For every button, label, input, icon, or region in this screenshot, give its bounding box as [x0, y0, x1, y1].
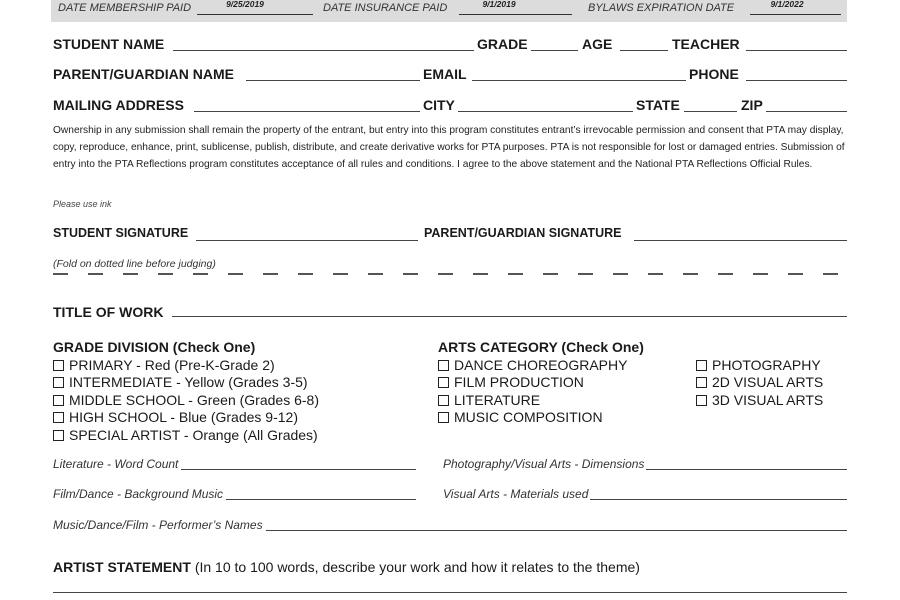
category-3d-visual-checkbox[interactable]: [696, 392, 823, 409]
parent-signature-field[interactable]: [634, 240, 847, 241]
grade-primary-checkbox[interactable]: [53, 357, 275, 374]
fold-note: (Fold on dotted line before judging): [53, 258, 216, 270]
insurance-paid-line: [459, 14, 572, 15]
checkbox-label: PHOTOGRAPHY: [712, 357, 821, 373]
checkbox-icon: [53, 430, 64, 441]
checkbox-icon: [438, 412, 449, 423]
grade-middle-school-checkbox[interactable]: [53, 392, 319, 409]
student-name-label: STUDENT NAME: [53, 36, 165, 52]
parent-name-field[interactable]: [246, 80, 420, 81]
checkbox-label: 2D VISUAL ARTS: [712, 374, 824, 390]
artist-statement-field[interactable]: [53, 592, 847, 593]
grade-special-artist-checkbox[interactable]: [53, 427, 318, 444]
checkbox-label: SPECIAL ARTIST - Orange (All Grades): [69, 427, 318, 443]
checkbox-label: LITERATURE: [454, 392, 541, 408]
dimensions-field[interactable]: [646, 469, 847, 470]
city-field[interactable]: [458, 111, 633, 112]
office-use-bar: [51, 0, 847, 22]
bylaws-expiration-line: [750, 14, 841, 15]
ink-note: Please use ink: [53, 199, 112, 209]
checkbox-icon: [438, 377, 449, 388]
materials-label: Visual Arts - Materials used: [443, 487, 589, 501]
artist-statement-heading: [53, 559, 640, 575]
teacher-field[interactable]: [746, 50, 847, 51]
bylaws-expiration-label: BYLAWS EXPIRATION DATE: [588, 2, 735, 14]
checkbox-label: MIDDLE SCHOOL - Green (Grades 6-8): [69, 392, 319, 408]
checkbox-icon: [438, 395, 449, 406]
insurance-paid-value: 9/1/2019: [482, 0, 516, 9]
category-2d-visual-checkbox[interactable]: [696, 374, 823, 391]
mailing-address-field[interactable]: [194, 111, 420, 112]
email-label: EMAIL: [423, 66, 467, 82]
word-count-field[interactable]: [181, 469, 416, 470]
artist-statement-hint: (In 10 to 100 words, describe your work and how it relates to the theme): [194, 559, 640, 575]
zip-field[interactable]: [766, 111, 847, 112]
title-of-work-field[interactable]: [172, 316, 847, 317]
performers-label: Music/Dance/Film - Performer’s Names: [53, 518, 263, 532]
permission-statement: Ownership in any submission shall remain the property of the entrant, but entry into this program constitutes entrant’s irrevocable permission and consent that PTA may display, copy, reproduce, enhance, print, sublicense, publish, distribute, and create derivative works for PTA purposes. PTA is not responsible for lost or damaged entries. Submission of entry into the PTA Reflections program constitutes acceptance of all rules and conditions. I agree to the above statement and the National PTA Reflections Official Rules.: [53, 125, 845, 171]
checkbox-label: HIGH SCHOOL - Blue (Grades 9-12): [69, 409, 298, 425]
checkbox-icon: [53, 360, 64, 371]
membership-paid-line: [197, 14, 313, 15]
state-field[interactable]: [684, 111, 737, 112]
state-label: STATE: [636, 97, 680, 113]
category-film-checkbox[interactable]: [438, 374, 584, 391]
category-dance-checkbox[interactable]: [438, 357, 627, 374]
insurance-paid-label: DATE INSURANCE PAID: [323, 2, 448, 14]
title-of-work-label: TITLE OF WORK: [53, 304, 164, 320]
background-music-field[interactable]: [226, 499, 416, 500]
grade-field[interactable]: [531, 50, 578, 51]
checkbox-icon: [53, 377, 64, 388]
age-label: AGE: [582, 36, 613, 52]
checkbox-label: MUSIC COMPOSITION: [454, 409, 603, 425]
grade-division-heading: GRADE DIVISION (Check One): [53, 339, 256, 355]
checkbox-label: DANCE CHOREOGRAPHY: [454, 357, 628, 373]
membership-paid-label: DATE MEMBERSHIP PAID: [58, 2, 192, 14]
fold-dotted-line: [53, 273, 849, 275]
checkbox-icon: [696, 377, 707, 388]
artist-statement-label: ARTIST STATEMENT: [53, 559, 191, 575]
student-signature-field[interactable]: [196, 240, 418, 241]
grade-high-school-checkbox[interactable]: [53, 409, 298, 426]
checkbox-icon: [438, 360, 449, 371]
checkbox-label: INTERMEDIATE - Yellow (Grades 3-5): [69, 374, 308, 390]
checkbox-icon: [696, 360, 707, 371]
city-label: CITY: [423, 97, 455, 113]
grade-label: GRADE: [477, 36, 528, 52]
arts-category-heading: ARTS CATEGORY (Check One): [438, 339, 644, 355]
age-field[interactable]: [620, 50, 668, 51]
student-signature-label: STUDENT SIGNATURE: [53, 226, 189, 240]
materials-field[interactable]: [590, 499, 847, 500]
phone-label: PHONE: [689, 66, 739, 82]
category-music-checkbox[interactable]: [438, 409, 603, 426]
parent-signature-label: PARENT/GUARDIAN SIGNATURE: [424, 226, 622, 240]
zip-label: ZIP: [741, 97, 763, 113]
student-name-field[interactable]: [173, 50, 474, 51]
phone-field[interactable]: [746, 80, 847, 81]
checkbox-label: FILM PRODUCTION: [454, 374, 584, 390]
bylaws-expiration-value: 9/1/2022: [770, 0, 804, 9]
dimensions-label: Photography/Visual Arts - Dimensions: [443, 457, 645, 471]
checkbox-label: PRIMARY - Red (Pre-K-Grade 2): [69, 357, 275, 373]
teacher-label: TEACHER: [672, 36, 740, 52]
parent-name-label: PARENT/GUARDIAN NAME: [53, 66, 234, 82]
performers-field[interactable]: [266, 530, 847, 531]
checkbox-icon: [53, 412, 64, 423]
checkbox-label: 3D VISUAL ARTS: [712, 392, 824, 408]
membership-paid-value: 9/25/2019: [226, 0, 264, 9]
checkbox-icon: [696, 395, 707, 406]
category-photography-checkbox[interactable]: [696, 357, 821, 374]
word-count-label: Literature - Word Count: [53, 457, 179, 471]
grade-intermediate-checkbox[interactable]: [53, 374, 308, 391]
email-field[interactable]: [472, 80, 686, 81]
checkbox-icon: [53, 395, 64, 406]
category-literature-checkbox[interactable]: [438, 392, 540, 409]
mailing-address-label: MAILING ADDRESS: [53, 97, 184, 113]
background-music-label: Film/Dance - Background Music: [53, 487, 224, 501]
